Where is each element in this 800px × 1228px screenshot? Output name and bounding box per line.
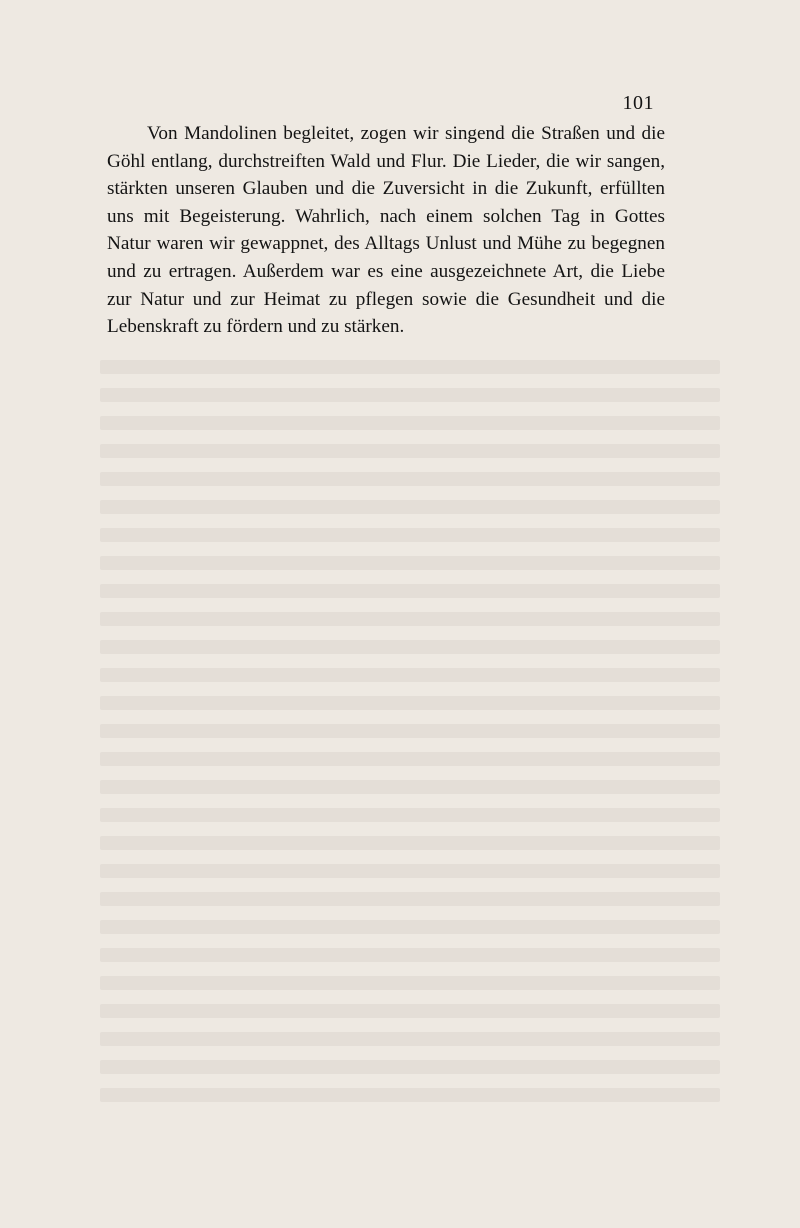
bleed-through-line	[100, 920, 720, 934]
bleed-through-line	[100, 808, 720, 822]
bleed-through-line	[100, 1088, 720, 1102]
bleed-through-line	[100, 472, 720, 486]
bleed-through-line	[100, 556, 720, 570]
bleed-through-line	[100, 388, 720, 402]
bleed-through-line	[100, 864, 720, 878]
bleed-through-line	[100, 640, 720, 654]
bleed-through-line	[100, 976, 720, 990]
bleed-through-line	[100, 444, 720, 458]
bleed-through-line	[100, 584, 720, 598]
page-number: 101	[622, 92, 654, 114]
bleed-through-line	[100, 752, 720, 766]
bleed-through-line	[100, 836, 720, 850]
bleed-through-line	[100, 612, 720, 626]
bleed-through-line	[100, 360, 720, 374]
bleed-through-line	[100, 500, 720, 514]
bleed-through-line	[100, 1060, 720, 1074]
bleed-through-line	[100, 696, 720, 710]
bleed-through-line	[100, 780, 720, 794]
bleed-through-line	[100, 1032, 720, 1046]
bleed-through-line	[100, 1004, 720, 1018]
bleed-through-line	[100, 724, 720, 738]
bleed-through-line	[100, 528, 720, 542]
bleed-through-line	[100, 948, 720, 962]
bleed-through-line	[100, 668, 720, 682]
body-paragraph: Von Mandolinen begleitet, zogen wir singend die Straßen und die Göhl entlang, durchstreiften Wald und Flur. Die Lieder, die wir sangen, stärkten unseren Glauben und die Zuversicht in die Zukunft, erfüllten uns mit Begeisterung. Wahrlich, nach einem solchen Tag in Gottes Natur waren wir gewappnet, des Alltags Unlust und Mühe zu begegnen und zu ertragen. Außerdem war es eine ausgezeichnete Art, die Liebe zur Natur und zur Heimat zu pflegen sowie die Gesundheit und die Lebenskraft zu fördern und zu stärken.	[107, 123, 665, 338]
bleed-through-line	[100, 416, 720, 430]
bleed-through-line	[100, 892, 720, 906]
